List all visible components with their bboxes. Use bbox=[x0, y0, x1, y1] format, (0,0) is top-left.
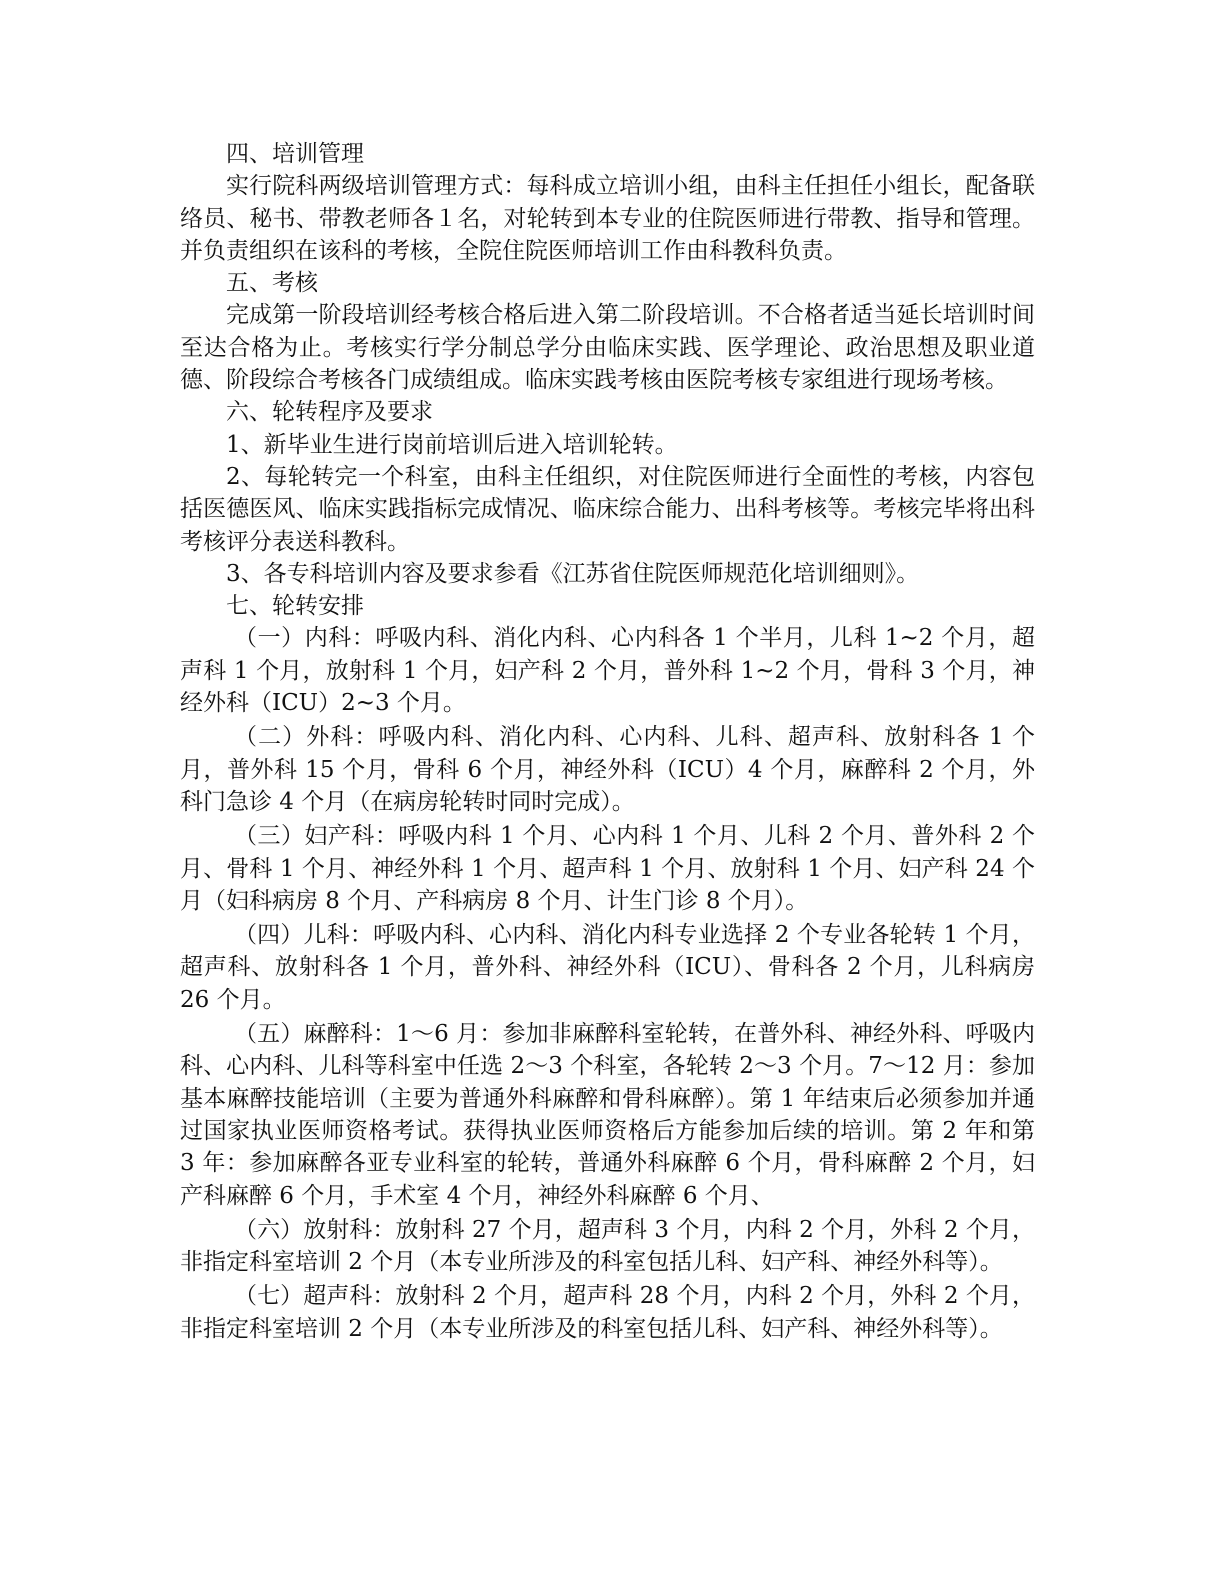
section-heading-rotation-procedure: 六、轮转程序及要求 bbox=[226, 399, 433, 426]
rotation-ultrasound: （七）超声科：放射科 2 个月，超声科 28 个月，内科 2 个月，外科 2 个月，非指定科室培训 2 个月（本专业所涉及的科室包括儿科、妇产科、神经外科等）。 bbox=[180, 1283, 1035, 1342]
section-heading-rotation-schedule: 七、轮转安排 bbox=[226, 593, 364, 620]
section-heading-training-management: 四、培训管理 bbox=[226, 141, 364, 167]
rotation-obstetrics-gynecology: （三）妇产科：呼吸内科 1 个月、心内科 1 个月、儿科 2 个月、普外科 2 个月、骨科 1 个月、神经外科 1 个月、超声科 1 个月、放射科 1 个月、妇产科 24 个月（妇科病房 8 个月、产科病房 8 个月、计生门诊 8 个月）。 bbox=[180, 823, 1035, 914]
rotation-anesthesiology: （五）麻醉科：1～6 月：参加非麻醉科室轮转，在普外科、神经外科、呼吸内科、心内科、儿科等科室中任选 2～3 个科室，各轮转 2～3 个月。7～12 月：参加基本麻醉技能培训（主要为普通外科麻醉和骨科麻醉）。第 1 年结束后必须参加并通过国家执业医师资格考试。获得执业医师资格后方能参加后续的培训。第 2 年和第 3 年：参加麻醉各亚专业科室的轮转，普通外科麻醉 6 个月，骨科麻醉 2 个月，妇产科麻醉 6 个月，手术室 4 个月，神经外科麻醉 6 个月、 bbox=[180, 1021, 1035, 1209]
rotation-pediatrics: （四）儿科：呼吸内科、心内科、消化内科专业选择 2 个专业各轮转 1 个月，超声科、放射科各 1 个月，普外科、神经外科（ICU）、骨科各 2 个月，儿科病房 26 个月。 bbox=[180, 922, 1035, 1013]
document-page bbox=[180, 138, 1035, 1347]
paragraph-training-management: 实行院科两级培训管理方式：每科成立培训小组，由科主任担任小组长，配备联络员、秘书、带教老师各１名，对轮转到本专业的住院医师进行带教、指导和管理。并负责组织在该科的考核，全院住院医师培训工作由科教科负责。 bbox=[180, 173, 1035, 264]
list-item: 2、每轮转完一个科室，由科主任组织，对住院医师进行全面性的考核，内容包括医德医风、临床实践指标完成情况、临床综合能力、出科考核等。考核完毕将出科考核评分表送科教科。 bbox=[180, 463, 1035, 555]
rotation-radiology: （六）放射科：放射科 27 个月，超声科 3 个月，内科 2 个月，外科 2 个月，非指定科室培训 2 个月（本专业所涉及的科室包括儿科、妇产科、神经外科等）。 bbox=[180, 1216, 1035, 1276]
list-item: 3、各专科培训内容及要求参看《江苏省住院医师规范化培训细则》。 bbox=[226, 560, 920, 587]
paragraph-assessment: 完成第一阶段培训经考核合格后进入第二阶段培训。不合格者适当延长培训时间至达合格为止。考核实行学分制总学分由临床实践、医学理论、政治思想及职业道德、阶段综合考核各门成绩组成。临床实践考核由医院考核专家组进行现场考核。 bbox=[180, 302, 1035, 394]
rotation-internal-medicine: （一）内科：呼吸内科、消化内科、心内科各 1 个半月，儿科 1~2 个月，超声科 1 个月，放射科 1 个月，妇产科 2 个月，普外科 1~2 个月，骨科 3 个月，神经外科（ICU）2~3 个月。 bbox=[180, 625, 1035, 717]
rotation-surgery: （二）外科：呼吸内科、消化内科、心内科、儿科、超声科、放射科各 1 个月，普外科 15 个月，骨科 6 个月，神经外科（ICU）4 个月，麻醉科 2 个月，外科门急诊 4 个月（在病房轮转时同时完成）。 bbox=[180, 724, 1035, 815]
list-item: 1、新毕业生进行岗前培训后进入培训轮转。 bbox=[226, 431, 678, 458]
section-heading-assessment: 五、考核 bbox=[226, 270, 318, 297]
